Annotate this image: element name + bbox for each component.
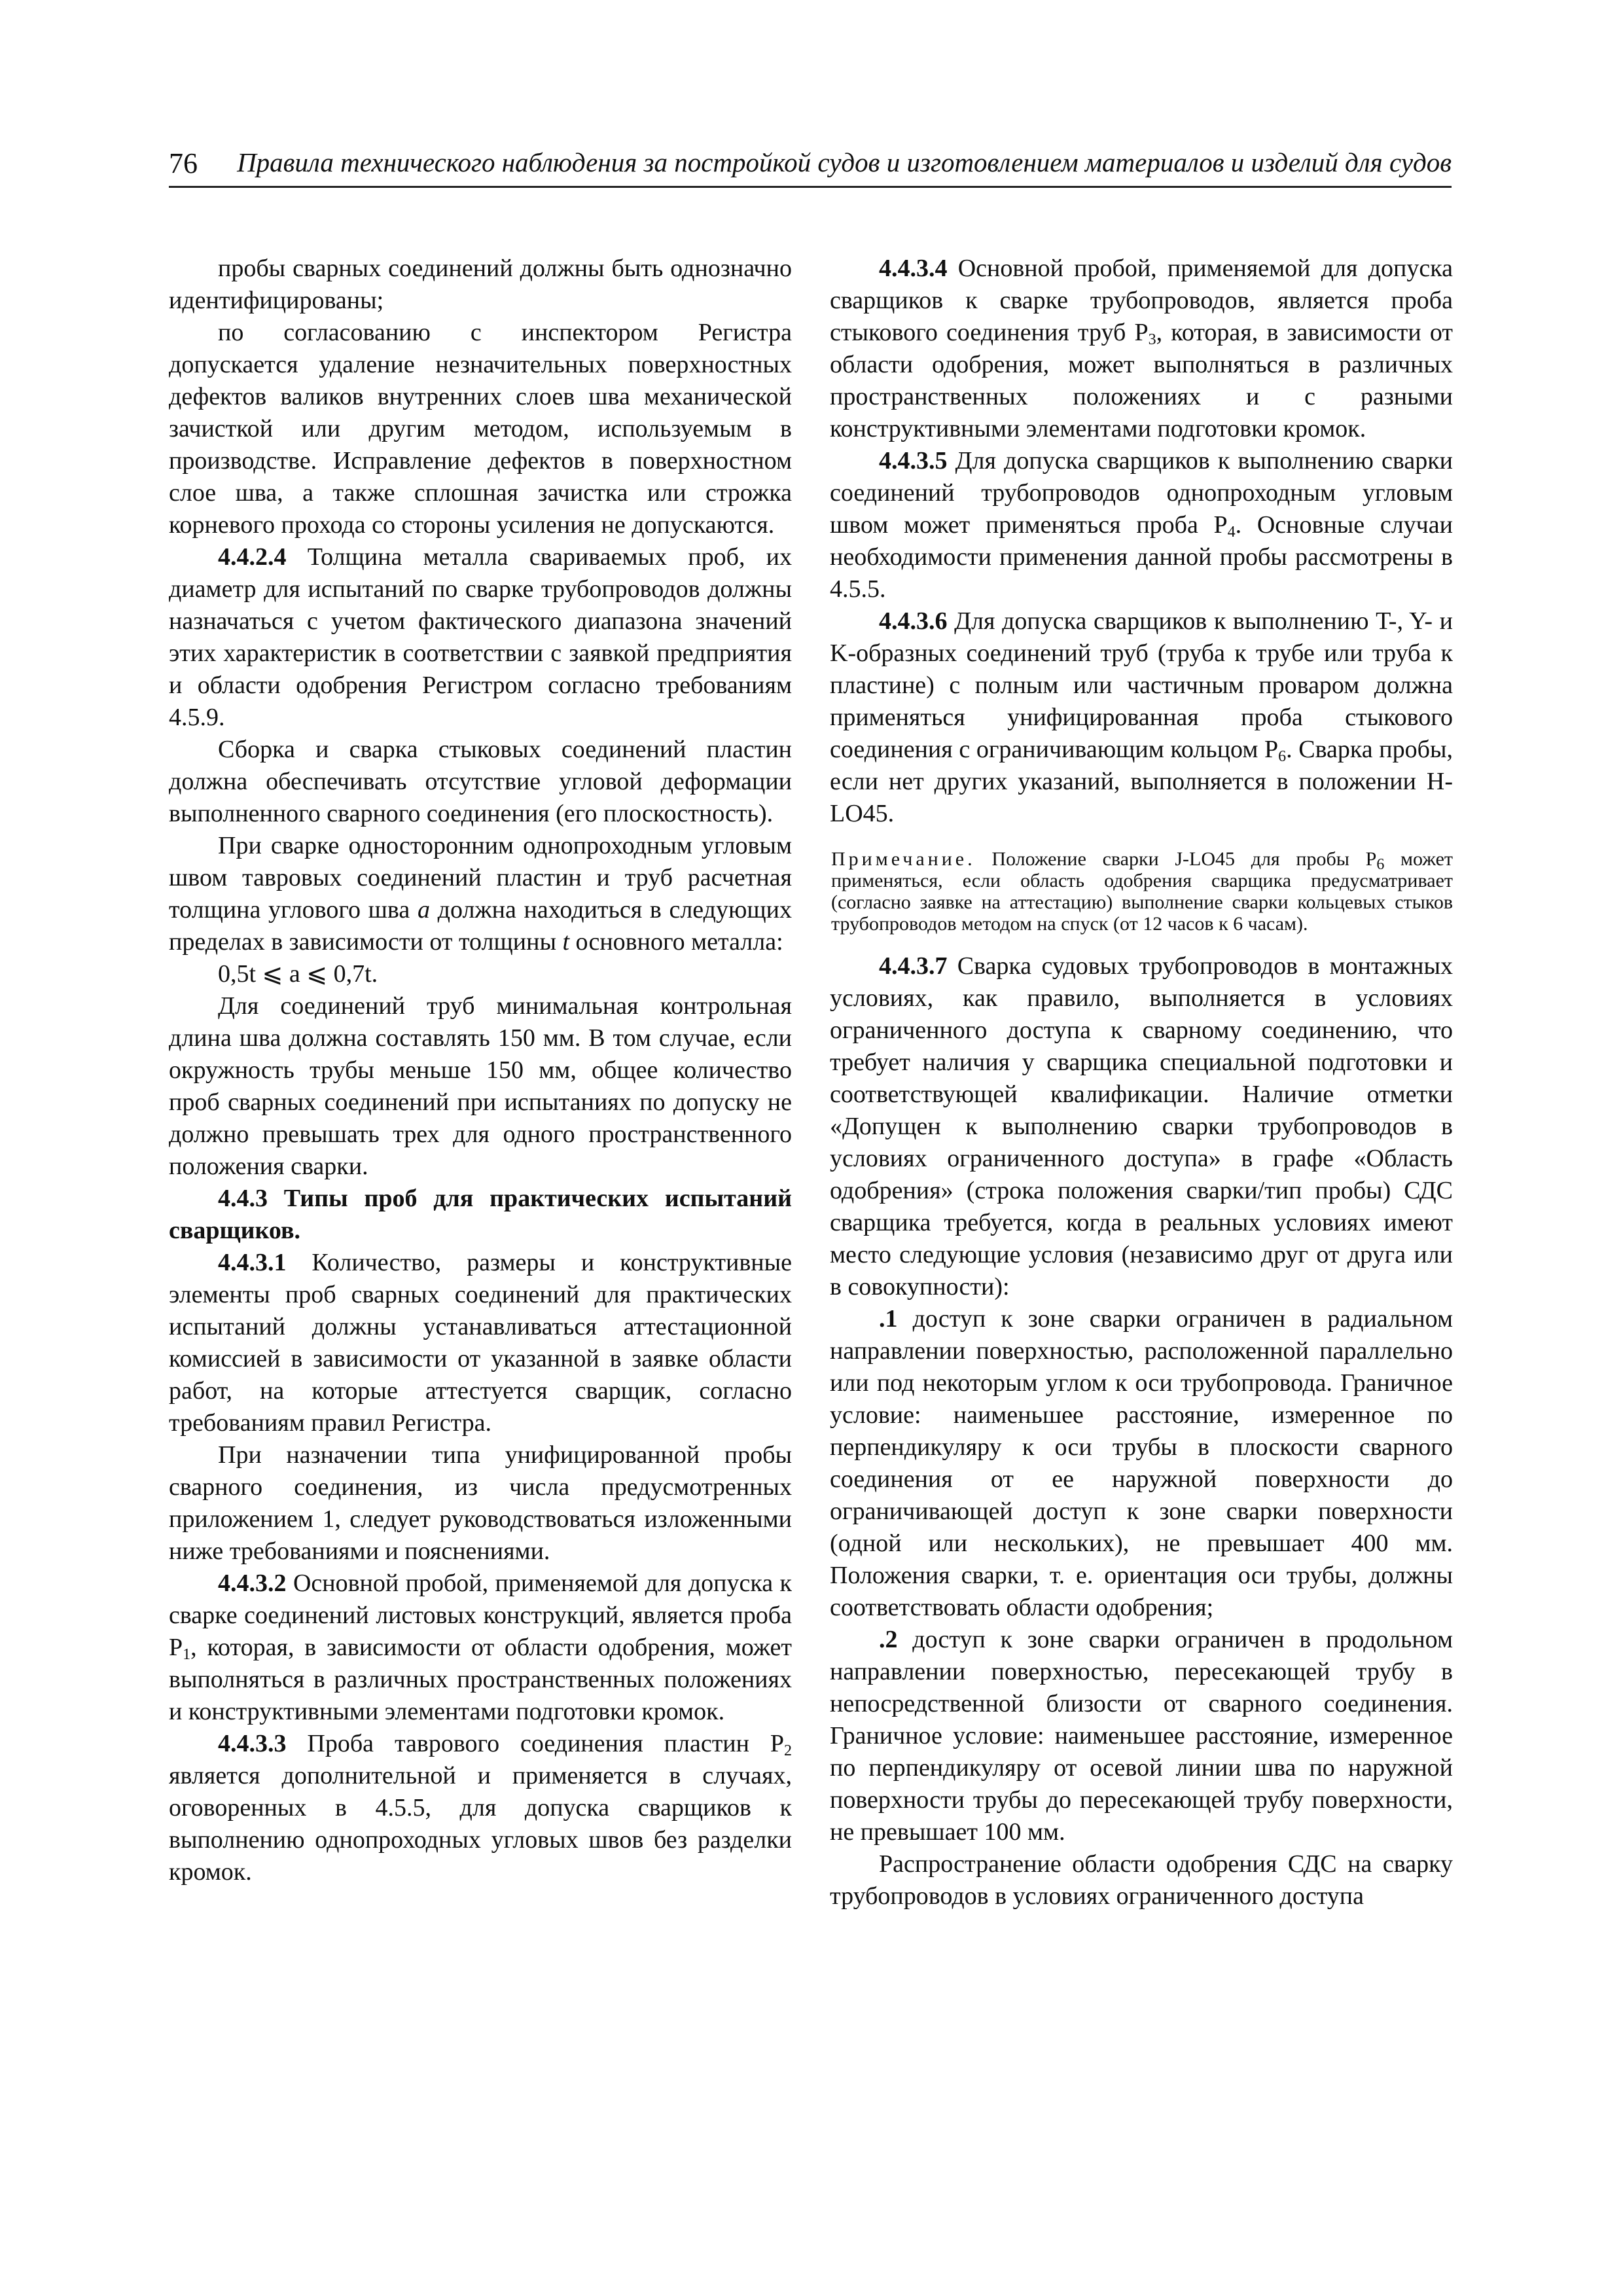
variable-t: t: [562, 928, 570, 956]
subscript: 3: [1148, 331, 1156, 348]
list-item: [830, 1303, 1453, 1624]
subscript: 2: [784, 1742, 792, 1759]
clause-text: Для допуска сварщиков к выполнению сварки соединений трубопроводов однопроходным угловым швом может применяться проба P: [830, 447, 1453, 539]
clause-number: 4.4.3.4: [879, 255, 948, 282]
right-column: [830, 253, 1453, 1912]
clause-text: , которая, в зависимости от области одобрения, может выполняться в различных пространственных положениях и с разными конструктивными элементами подготовки кромок.: [830, 319, 1453, 442]
note-label: Примечание.: [831, 848, 976, 870]
paragraph-4-4-3-5: [830, 445, 1453, 605]
running-title: Правила технического наблюдения за постройкой судов и изготовлением материалов и изделий для судов: [237, 147, 1452, 177]
clause-text: Проба таврового соединения пластин P: [307, 1730, 784, 1757]
text-run: основного металла:: [575, 928, 783, 956]
item-text: доступ к зоне сварки ограничен в продольном направлении поверхностью, пересекающей трубу в непосредственной близости от сварного соединения. Граничное условие: наименьшее расстояние, измеренное по перпендикуляру от осевой линии шва по наружной поверхности трубы до пересекающей трубу поверхности, не превышает 100 мм.: [830, 1626, 1454, 1846]
subscript: 4: [1227, 524, 1236, 541]
clause-number: 4.4.3.3: [218, 1730, 287, 1757]
clause-text: Для допуска сварщиков к выполнению T-, Y- и K-образных соединений труб (труба к трубе или труба к пластине) с полным или частичным проваром должна применяться унифицированная проба стыкового соединения с ограничивающим кольцом P: [830, 607, 1453, 763]
clause-text: . Основные случаи необходимости применения данной пробы рассмотрены в 4.5.5.: [830, 511, 1453, 603]
clause-number: 4.4.3.6: [879, 607, 948, 635]
paragraph-fillet-weld: [169, 830, 792, 958]
paragraph-4-4-3-6: [830, 605, 1453, 830]
paragraph-4-4-3-3: [169, 1728, 792, 1888]
subscript: 6: [1376, 856, 1385, 873]
paragraph: по согласованию с инспектором Регистра допускается удаление незначительных поверхностных дефектов валиков внутренних слоев шва механической зачисткой или другим методом, используемым в производстве. Исправление дефектов в поверхностном слое шва, а также сплошная зачистка или строжка корневого прохода со стороны усиления не допускаются.: [169, 319, 792, 539]
paragraph: Для соединений труб минимальная контрольная длина шва должна составлять 150 мм. В том случае, если окружность трубы меньше 150 мм, общее количество проб сварных соединений при испытаниях по допуску не должно превышать трех для одного пространственного положения сварки.: [169, 992, 792, 1180]
clause-number: 4.4.2.4: [218, 543, 287, 571]
clause-number: 4.4.3.1: [218, 1249, 287, 1276]
clause-text: Толщина металла свариваемых проб, их диаметр для испытаний по сварке трубопроводов должны назначаться с учетом фактического диапазона значений этих характеристик в соответствии с заявкой предприятия и области одобрения Регистром согласно требованиям 4.5.9.: [169, 543, 793, 731]
item-number: .2: [879, 1626, 898, 1653]
clause-text: , которая, в зависимости от области одобрения, может выполняться в различных пространственных положениях и конструктивными элементами подготовки кромок.: [169, 1634, 792, 1725]
paragraph-4-4-3-4: [830, 253, 1453, 445]
page-header: [169, 145, 1452, 188]
clause-text: Сварка судовых трубопроводов в монтажных условиях, как правило, выполняется в условиях ограниченного доступа к сварному соединению, что требует наличия у сварщика специальной подготовки и соответствующей квалификации. Наличие отметки «Допущен к выполнению сварки трубопроводов в условиях ограниченного доступа» в графе «Область одобрения» (строка положения сварки/тип пробы) СДС сварщика требуется, когда в реальных условиях имеют место следующие условия (независимо друг от друга или в совокупности):: [830, 952, 1453, 1300]
clause-text: Основной пробой, применяемой для допуска сварщиков к сварке трубопроводов, является проба стыкового соединения труб P: [830, 255, 1453, 346]
clause-number: 4.4.3.5: [879, 447, 948, 475]
clause-number: 4.4.3.7: [879, 952, 948, 980]
left-column: [169, 253, 792, 1888]
formula: 0,5t ⩽ a ⩽ 0,7t.: [218, 960, 378, 988]
note: [830, 848, 1453, 935]
subscript: 1: [183, 1646, 191, 1663]
clause-number: 4.4.3.2: [218, 1570, 287, 1597]
paragraph: пробы сварных соединений должны быть однозначно идентифицированы;: [169, 255, 792, 314]
clause-text: . Сварка пробы, если нет других указаний, выполняется в положении H-LO45.: [830, 736, 1453, 827]
note-text: Положение сварки J-LO45 для пробы P: [991, 848, 1377, 870]
paragraph: Распространение области одобрения СДС на сварку трубопроводов в условиях ограниченного доступа: [830, 1850, 1453, 1910]
subscript: 6: [1278, 748, 1287, 765]
note-text: может применяться, если область одобрения сварщика предусматривает (согласно заявке на аттестацию) выполнение сварки кольцевых стыков трубопроводов методом на спуск (от 12 часов к 6 часам).: [831, 848, 1454, 935]
text-run: должна находиться в следующих пределах в зависимости от толщины: [169, 896, 792, 956]
clause-text: Количество, размеры и конструктивные элементы проб сварных соединений для практических испытаний должны устанавливаться аттестационной комиссией в зависимости от указанной в заявке области работ, на которые аттестуется сварщик, согласно требованиям правил Регистра.: [169, 1249, 792, 1437]
paragraph: При назначении типа унифицированной пробы сварного соединения, из числа предусмотренных приложением 1, следует руководствоваться изложенными ниже требованиями и пояснениями.: [169, 1441, 792, 1565]
paragraph-4-4-3-2: [169, 1568, 792, 1728]
paragraph: Сборка и сварка стыковых соединений пластин должна обеспечивать отсутствие угловой деформации выполненного сварного соединения (его плоскостность).: [169, 736, 792, 827]
section-heading: [169, 1183, 792, 1247]
heading-text: 4.4.3 Типы проб для практических испытаний сварщиков.: [169, 1185, 792, 1244]
clause-text: является дополнительной и применяется в случаях, оговоренных в 4.5.5, для допуска сварщиков к выполнению однопроходных угловых швов без разделки кромок.: [169, 1762, 792, 1886]
page-number: 76: [169, 147, 198, 179]
clause-text: Основной пробой, применяемой для допуска к сварке соединений листовых конструкций, является проба P: [169, 1570, 792, 1661]
list-item: [830, 1624, 1453, 1848]
item-number: .1: [879, 1305, 898, 1333]
item-text: доступ к зоне сварки ограничен в радиальном направлении поверхностью, расположенной параллельно или под некоторым углом к оси трубопровода. Граничное условие: наименьшее расстояние, измеренное по перпендикуляру к оси трубы в плоскости сварного соединения от ее наружной поверхности до ограничивающей доступ к зоне сварки поверхности (одной или нескольких), не превышает 400 мм. Положения сварки, т. е. ориентация оси трубы, должны соответствовать области одобрения;: [830, 1305, 1453, 1621]
paragraph-4-4-2-4: [169, 541, 792, 734]
paragraph-4-4-3-1: [169, 1247, 792, 1439]
variable-a: a: [417, 896, 430, 924]
text-run: При сварке односторонним однопроходным угловым швом тавровых соединений пластин и труб расчетная толщина углового шва: [169, 832, 792, 924]
paragraph-4-4-3-7: [830, 950, 1453, 1303]
